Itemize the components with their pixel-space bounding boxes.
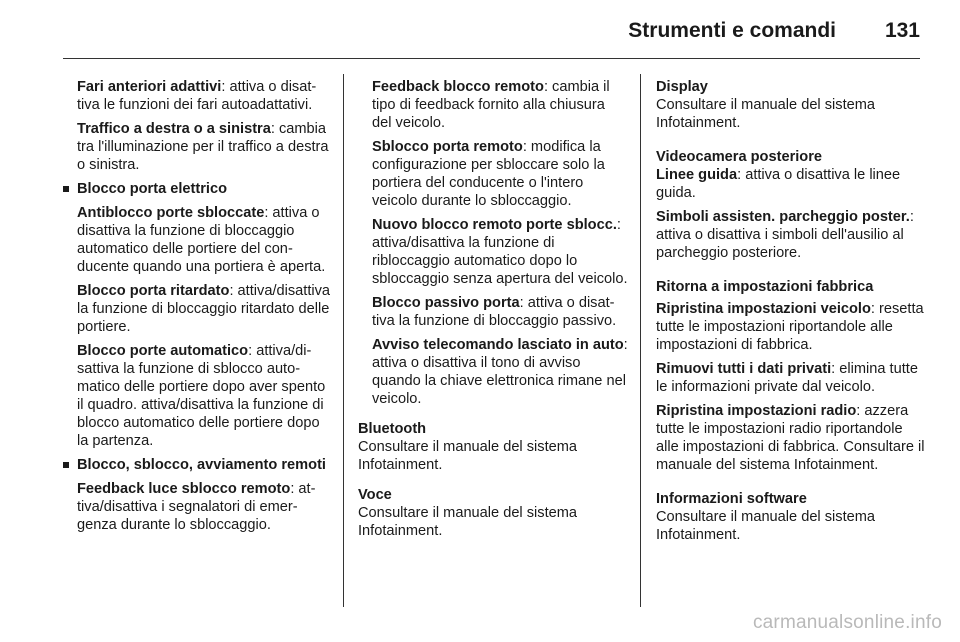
paragraph: [63, 480, 331, 534]
description: : attiva o disattiva le funzioni dei fari autoadattativi.: [77, 79, 317, 113]
section-heading: [656, 278, 928, 296]
header-rule: [63, 58, 920, 59]
paragraph: [63, 120, 331, 174]
description: : elimina tutte le informazioni private dal veicolo.: [656, 361, 918, 395]
term: Blocco porte automatico: [77, 343, 249, 359]
term: Sblocco porta remoto: [372, 139, 523, 155]
paragraph: [656, 402, 928, 474]
section-voce: [358, 486, 628, 540]
section-software-info: [656, 490, 928, 544]
term: Blocco passivo porta: [372, 295, 520, 311]
column-3: [656, 78, 928, 550]
term: Linee guida: [656, 167, 738, 183]
description: : cambia il tipo di feedback fornito alla chiusura del veicolo.: [372, 79, 610, 131]
section-display: [656, 78, 928, 132]
bullet-item: [63, 456, 331, 474]
description: : resetta tutte le impostazioni riportandole alle impostazioni di fabbrica.: [656, 301, 924, 353]
section-text: Consultare il manuale del sistema Infotainment.: [358, 505, 578, 539]
bullet-label: Blocco, sblocco, avviamento remoti: [77, 457, 326, 473]
heading-text: Ritorna a impostazioni fabbrica: [656, 279, 874, 295]
paragraph: [63, 78, 331, 114]
description: : attiva o disattiva la funzione di bloccaggio passivo.: [372, 295, 617, 329]
section-text: Consultare il manuale del sistema Infotainment.: [656, 97, 876, 131]
term: Ripristina impostazioni veicolo: [656, 301, 871, 317]
heading-text: Bluetooth: [358, 421, 427, 437]
paragraph: [656, 300, 928, 354]
description: : attiva/disattiva la funzione di bloccaggio ritardato delle portiere.: [77, 283, 331, 335]
column-divider-1: [343, 74, 344, 607]
bullet-square-icon: [63, 462, 69, 468]
section-text: Consultare il manuale del sistema Infotainment.: [656, 509, 876, 543]
term: Fari anteriori adattivi: [77, 79, 222, 95]
paragraph: [656, 360, 928, 396]
page-title: Strumenti e comandi: [628, 19, 836, 42]
paragraph: [358, 294, 628, 330]
section-text: Consultare il manuale del sistema Infotainment.: [358, 439, 578, 473]
section-bluetooth: [358, 420, 628, 474]
section-heading: [656, 148, 928, 166]
term: Antiblocco porte sbloccate: [77, 205, 265, 221]
section-heading: [358, 420, 628, 438]
paragraph: [656, 166, 928, 202]
section-heading: [656, 490, 928, 508]
term: Blocco porta ritardato: [77, 283, 230, 299]
column-divider-2: [640, 74, 641, 607]
section-factory-reset: [656, 278, 928, 474]
term: Traffico a destra o a sinistra: [77, 121, 271, 137]
paragraph: [656, 208, 928, 262]
description: : azzera tutte le impostazioni radio riportandole alle impostazioni di fabbrica. Consultare il manuale del sistema Infotainment.: [656, 403, 925, 473]
paragraph: [358, 78, 628, 132]
description: : attiva/disattiva la funzione di ribloccaggio automatico dopo lo sbloccaggio senza apertura del veicolo.: [372, 217, 628, 287]
description: : attiva o disattiva le linee guida.: [656, 167, 901, 201]
paragraph: [63, 204, 331, 276]
description: : attiva o disattiva la funzione di bloccaggio automatico delle portiere del conducente quando una portiera è aperta.: [77, 205, 326, 275]
section-rear-camera: [656, 148, 928, 262]
paragraph: [358, 138, 628, 210]
section-heading: [358, 486, 628, 504]
term: Feedback luce sblocco remoto: [77, 481, 291, 497]
term: Feedback blocco remoto: [372, 79, 544, 95]
description: : modifica la configurazione per sbloccare solo la portiera del conducente o l'intero veicolo durante lo sbloccaggio.: [372, 139, 605, 209]
page-number: 131: [884, 19, 920, 42]
page-header: [0, 0, 960, 58]
paragraph: [63, 342, 331, 450]
heading-text: Informazioni software: [656, 491, 807, 507]
column-2: [358, 78, 628, 546]
term: Nuovo blocco remoto porte sblocc.: [372, 217, 617, 233]
bullet-label: Blocco porta elettrico: [77, 181, 228, 197]
bullet-square-icon: [63, 186, 69, 192]
paragraph: [63, 282, 331, 336]
term: Avviso telecomando lasciato in auto: [372, 337, 624, 353]
term: Simboli assisten. parcheggio poster.: [656, 209, 910, 225]
term: Rimuovi tutti i dati privati: [656, 361, 832, 377]
description: : attiva o disattiva i simboli dell'ausilio al parcheggio posteriore.: [656, 209, 914, 261]
description: : attiva o disattiva il tono di avviso quando la chiave elettronica rimane nel veicolo.: [372, 337, 628, 407]
description: : attiva/disattiva i segnalatori di emergenza durante lo sbloccaggio.: [77, 481, 316, 533]
description: : attiva/disattiva la funzione di sblocco automatico delle portiere dopo aver spento il quadro. attiva/disattiva la funzione di blocco automatico delle portiere dopo la partenza.: [77, 343, 326, 449]
heading-text: Display: [656, 79, 708, 95]
section-heading: [656, 78, 928, 96]
term: Ripristina impostazioni radio: [656, 403, 857, 419]
paragraph: [358, 216, 628, 288]
paragraph: [358, 336, 628, 408]
heading-text: Videocamera posteriore: [656, 149, 823, 165]
bullet-item: [63, 180, 331, 198]
heading-text: Voce: [358, 487, 392, 503]
column-1: [63, 78, 331, 540]
watermark: carmanualsonline.info: [752, 612, 942, 633]
description: : cambia tra l'illuminazione per il traffico a destra o sinistra.: [77, 121, 329, 173]
